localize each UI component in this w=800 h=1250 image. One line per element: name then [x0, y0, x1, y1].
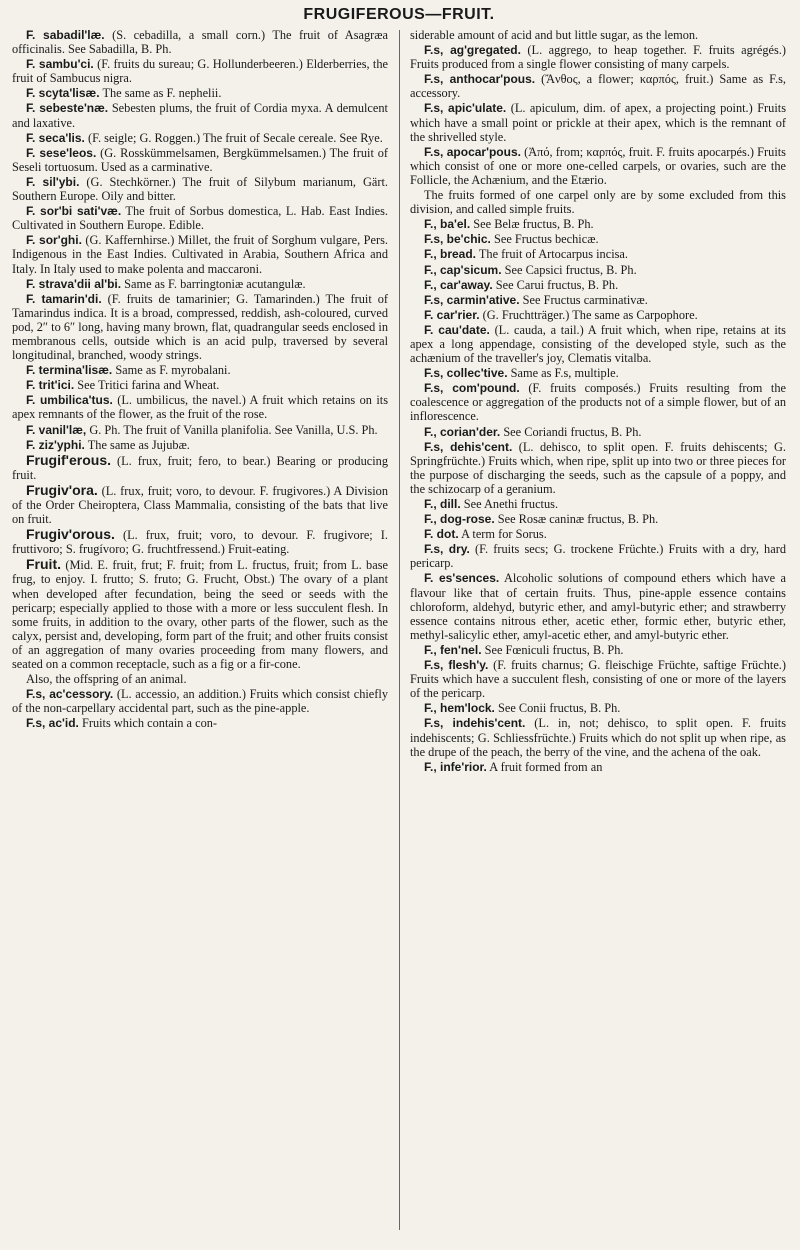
entry-headword: F. ziz'yphi. [26, 437, 85, 452]
entry-definition: The same as Jujubæ. [87, 437, 190, 452]
left-column [12, 28, 398, 1244]
entry-headword: F. sese'leos. [26, 145, 97, 160]
entry-definition: (G. Rosskümmelsamen, Bergkümmelsamen.) The fruit of Seseli tortuosum. Used as a carminative. [12, 145, 388, 174]
entry-definition: A term for Sorus. [461, 527, 547, 542]
dictionary-entry [12, 438, 388, 452]
entry-headword: Frugiv'ora. [26, 481, 98, 498]
column-divider [399, 30, 400, 1230]
dictionary-entry [410, 188, 786, 216]
entry-headword: F. cau'date. [424, 322, 490, 337]
entry-headword: F., dill. [424, 497, 461, 511]
entry-headword: F.s, dry. [424, 542, 470, 557]
entry-headword: F.s, ag'gregated. [424, 43, 521, 58]
entry-headword: F., corian'der. [424, 424, 501, 439]
entry-definition: (F. fruits secs; G. trockene Früchte.) Fruits with a dry, hard pericarp. [410, 542, 786, 571]
dictionary-entry [410, 440, 786, 496]
dictionary-entry [410, 145, 786, 187]
entry-definition: Same as F. barringtoniæ acutangulæ. [124, 276, 306, 291]
entry-definition: (F. fruits de tamarinier; G. Tamarinden.) The fruit of Tamarindus indica. It is a broad, compressed, reddish, ash-coloured, curved pod, 2″ to 6″ long, having many brown, flat, quadrangular seeds enclosed in membranous cells, outside which is an acid pulp, traversed by several longitudinal, branched, woody strings. [12, 291, 388, 363]
entry-headword: F. strava'dii al'bi. [26, 276, 122, 291]
entry-definition: (L. accessio, an addition.) Fruits which consist chiefly of the non-carpellary accidental part, such as the pine-apple. [12, 687, 388, 716]
entry-headword: F.s, collec'tive. [424, 366, 508, 381]
dictionary-entry [410, 527, 786, 541]
entry-definition: See Conii fructus, B. Ph. [497, 701, 621, 716]
dictionary-entry [410, 571, 786, 641]
dictionary-entry [410, 381, 786, 423]
entry-definition: G. Ph. The fruit of Vanilla planifolia. See Vanilla, U.S. Ph. [89, 422, 378, 437]
dictionary-entry [12, 175, 388, 203]
dictionary-entry [410, 323, 786, 365]
dictionary-entry [12, 86, 388, 100]
entry-headword: F. umbilica'tus. [26, 393, 113, 408]
entry-definition: (Mid. E. fruit, frut; F. fruit; from L. fructus, fruit; from L. base frug, to enjoy. I. frutto; S. fruto; G. Frucht, Obst.) The ovary of a plant when developed after fecundation, being the seed or seeds with the pericarp; especially applied to those with a more or less succulent flesh. In some fruits, in addition to the ovary, other parts of the flower, such as the calyx, persist and, developing, form part of the fruit; and other fruits consist of an aggregation of many ovaries proceeding from many flowers, and seated on a common receptacle, such as a fig or a fir-cone. [12, 558, 388, 672]
entry-headword: F. sor'ghi. [26, 233, 82, 248]
entry-definition: See Fœniculi fructus, B. Ph. [484, 642, 624, 657]
entry-definition: See Belæ fructus, B. Ph. [473, 217, 594, 232]
dictionary-entry [410, 101, 786, 143]
entry-headword: F. scyta'lisæ. [26, 86, 100, 101]
entry-headword: F.s, apocar'pous. [424, 144, 521, 159]
entry-definition: See Fructus bechicæ. [493, 232, 599, 247]
entry-definition: The fruit of Sorbus domestica, L. Hab. East Indies. Cultivated in Southern Europe. Edible. [12, 204, 389, 233]
entry-definition: (G. Kaffernhirse.) Millet, the fruit of Sorghum vulgare, Pers. Indigenous in the East Indies. Cultivated in Arabia, Southern Africa and Italy. In Italy used to make polenta and maccaroni. [12, 233, 389, 276]
entry-definition: (Ἀπό, from; καρπός, fruit. F. fruits apocarpés.) Fruits which consist of one or more one-celled carpels, or ovaries, such are the Follicle, the Achænium, and the Etærio. [410, 144, 786, 187]
entry-headword: F. sabadil'læ. [26, 28, 105, 42]
dictionary-entry [12, 146, 388, 174]
entry-definition: See Carui fructus, B. Ph. [495, 277, 619, 292]
entry-headword: F. termina'lisæ. [26, 363, 113, 378]
entry-definition: (F. seigle; G. Roggen.) The fruit of Secale cereale. See Rye. [88, 130, 383, 145]
entry-headword: F., infe'rior. [424, 759, 487, 774]
entry-definition: (S. cebadilla, a small corn.) The fruit of Asagræa officinalis. See Sabadilla, B. Ph. [12, 28, 388, 57]
entry-headword: F. sil'ybi. [26, 174, 80, 189]
dictionary-entry [410, 512, 786, 526]
entry-headword: F., ba'el. [424, 217, 471, 232]
entry-headword: F.s, dehis'cent. [424, 439, 513, 454]
entry-definition: See Rosæ caninæ fructus, B. Ph. [497, 512, 659, 527]
entry-headword: F., fen'nel. [424, 642, 482, 657]
entry-definition: The fruits formed of one carpel only are by some excluded from this division, and called simple fruits. [410, 188, 786, 217]
entry-definition: (F. fruits du sureau; G. Hollunderbeeren.) Elderberries, the fruit of Sambucus nigra. [12, 57, 388, 86]
entry-definition: (L. frux, fruit; voro, to devour. F. frugivore; I. fruttivoro; S. frugívoro; G. fruchtfressend.) Fruit-eating. [12, 528, 388, 557]
entry-headword: Frugif'erous. [26, 451, 111, 468]
entry-headword: F.s, indehis'cent. [424, 716, 526, 731]
entry-definition: (Ἄνθος, a flower; καρπός, fruit.) Same as F.s, accessory. [410, 72, 786, 101]
dictionary-entry [410, 658, 786, 700]
dictionary-entry [12, 292, 388, 362]
entry-definition: (L. aggrego, to heap together. F. fruits agrégés.) Fruits produced from a single flower consisting of many carpels. [410, 43, 786, 72]
entry-definition: See Coriandi fructus, B. Ph. [503, 424, 642, 439]
entry-headword: F.s, apic'ulate. [424, 101, 507, 116]
entry-definition: (L. umbilicus, the navel.) A fruit which retains on its apex remnants of the flower, as the fruit of the rose. [12, 393, 388, 422]
dictionary-entry [410, 308, 786, 322]
entry-definition: See Capsici fructus, B. Ph. [504, 262, 637, 277]
entry-headword: F. dot. [424, 527, 459, 542]
entry-headword: F.s, carmin'ative. [424, 292, 520, 307]
entry-definition: Same as F. myrobalani. [115, 363, 231, 378]
entry-definition: See Tritici farina and Wheat. [77, 378, 220, 393]
entry-headword: F.s, ac'id. [26, 716, 79, 731]
entry-headword: F. sambu'ci. [26, 57, 94, 72]
entry-definition: (L. dehisco, to split open. F. fruits dehiscents; G. Springfrüchte.) Fruits which, when ripe, split up into two or three pieces for the purpose of discharging the seeds, such as the capsule of a poppy, and the schizocarp of a geranium. [410, 439, 786, 496]
entry-definition: (G. Stechkörner.) The fruit of Silybum marianum, Gärt. Southern Europe. Oily and bitter. [12, 174, 389, 204]
dictionary-entry [410, 542, 786, 570]
dictionary-entry [12, 393, 388, 421]
dictionary-entry [410, 497, 786, 511]
entry-headword: F., hem'lock. [424, 701, 495, 716]
dictionary-entry [12, 131, 388, 145]
entry-headword: F., dog-rose. [424, 512, 495, 527]
entry-definition: (L. cauda, a tail.) A fruit which, when ripe, retains at its apex a long appendage, consisting of the developed style, such as the achænium of the traveller's joy, Clematis vitalba. [410, 322, 786, 366]
entry-definition: (F. fruits charnus; G. fleischige Früchte, saftige Früchte.) Fruits which have a succulent flesh, consisting of one or more of the layers of the pericarp. [410, 658, 786, 701]
entry-headword: F. trit'ici. [26, 378, 75, 393]
entry-headword: F. vanil'læ, [26, 422, 87, 437]
dictionary-entry [410, 217, 786, 231]
dictionary-entry [12, 557, 388, 671]
dictionary-entry [410, 760, 786, 774]
entry-headword: Fruit. [26, 556, 61, 573]
dictionary-entry [12, 527, 388, 556]
entry-definition: siderable amount of acid and but little sugar, as the lemon. [410, 28, 699, 42]
dictionary-entry [12, 101, 388, 129]
entry-headword: F. sebeste'næ. [26, 101, 109, 116]
entry-definition: The fruit of Artocarpus incisa. [478, 247, 628, 262]
dictionary-entry [12, 233, 388, 275]
entry-definition: (L. apiculum, dim. of apex, a projecting point.) Fruits which have a small point or prickle at their apex, which is the remnant of the shrivelled style. [410, 101, 786, 144]
dictionary-entry [410, 232, 786, 246]
dictionary-entry [410, 716, 786, 758]
right-column [398, 28, 786, 1244]
dictionary-entry [410, 293, 786, 307]
entry-headword: F. es'sences. [424, 571, 500, 586]
dictionary-entry [12, 204, 388, 232]
entry-definition: See Anethi fructus. [463, 497, 559, 511]
dictionary-entry [12, 277, 388, 291]
dictionary-entry [12, 423, 388, 437]
entry-headword: F., bread. [424, 247, 477, 262]
dictionary-entry [410, 278, 786, 292]
entry-headword: F.s, ac'cessory. [26, 687, 114, 702]
entry-headword: Frugiv'orous. [26, 526, 115, 543]
running-head: FRUGIFEROUS—FRUIT. [303, 6, 495, 23]
dictionary-entry [410, 72, 786, 100]
entry-definition: A fruit formed from an [489, 759, 603, 774]
entry-headword: F., car'away. [424, 277, 493, 292]
entry-headword: F.s, be'chic. [424, 232, 491, 247]
entry-headword: F.s, flesh'y. [424, 658, 489, 673]
entry-headword: F., cap'sicum. [424, 262, 502, 277]
entry-definition: (L. frux, fruit; fero, to bear.) Bearing or producing fruit. [12, 453, 388, 482]
entry-definition: Same as F.s, multiple. [510, 366, 619, 381]
entry-definition: (L. frux, fruit; voro, to devour. F. frugivores.) A Division of the Order Cheiroptera, Class Mammalia, consisting of the bats that live on fruit. [12, 483, 388, 527]
entry-headword: F.s, anthocar'pous. [424, 72, 536, 87]
dictionary-entry [12, 363, 388, 377]
dictionary-entry [12, 687, 388, 715]
entry-headword: F. car'rier. [424, 307, 480, 322]
two-column-body [12, 28, 786, 1244]
dictionary-entry [410, 247, 786, 261]
dictionary-entry [410, 28, 786, 42]
dictionary-entry [12, 378, 388, 392]
entry-headword: F. seca'lis. [26, 130, 85, 145]
entry-definition: Sebesten plums, the fruit of Cordia myxa. A demulcent and laxative. [12, 101, 388, 130]
entry-definition: (G. Fruchtträger.) The same as Carpophore. [482, 307, 698, 322]
dictionary-entry [12, 716, 388, 730]
dictionary-entry [410, 263, 786, 277]
dictionary-entry [12, 483, 388, 526]
entry-definition: Fruits which contain a con- [81, 716, 218, 731]
dictionary-entry [410, 425, 786, 439]
entry-definition: The same as F. nephelii. [102, 86, 222, 101]
entry-definition: (F. fruits composés.) Fruits resulting from the coalescence or aggregation of the products not of a simple flower, but of an inflorescence. [410, 381, 786, 424]
dictionary-entry [12, 672, 388, 686]
dictionary-entry [410, 366, 786, 380]
entry-definition: Alcoholic solutions of compound ethers which have a flavour like that of certain fruits. Thus, pine-apple essence contains chloroform, aldehyd, butyric ether, and amyl-butyric ether; and strawberry essence contains nitrous ether, acetic ether, formic ether, butyric ether, methyl-salicylic ether, amyl-acetic ether, and amyl-butyric ether. [410, 571, 786, 642]
entry-definition: Also, the offspring of an animal. [26, 672, 187, 687]
dictionary-entry [410, 643, 786, 657]
dictionary-entry [12, 453, 388, 482]
entry-headword: F.s, com'pound. [424, 381, 520, 396]
entry-headword: F. sor'bi sati'væ. [26, 204, 122, 219]
dictionary-entry [410, 43, 786, 71]
entry-definition: See Fructus carminativæ. [522, 292, 648, 307]
entry-definition: (L. in, not; dehisco, to split open. F. fruits indehiscents; G. Schliessfrüchte.) Fruits which do not split up when ripe, as the drupe of the peach, the berry of the vine, and the achena of the oak. [410, 716, 786, 759]
entry-headword: F. tamarin'di. [26, 291, 102, 306]
dictionary-entry [12, 57, 388, 85]
dictionary-entry [12, 28, 388, 56]
dictionary-entry [410, 701, 786, 715]
